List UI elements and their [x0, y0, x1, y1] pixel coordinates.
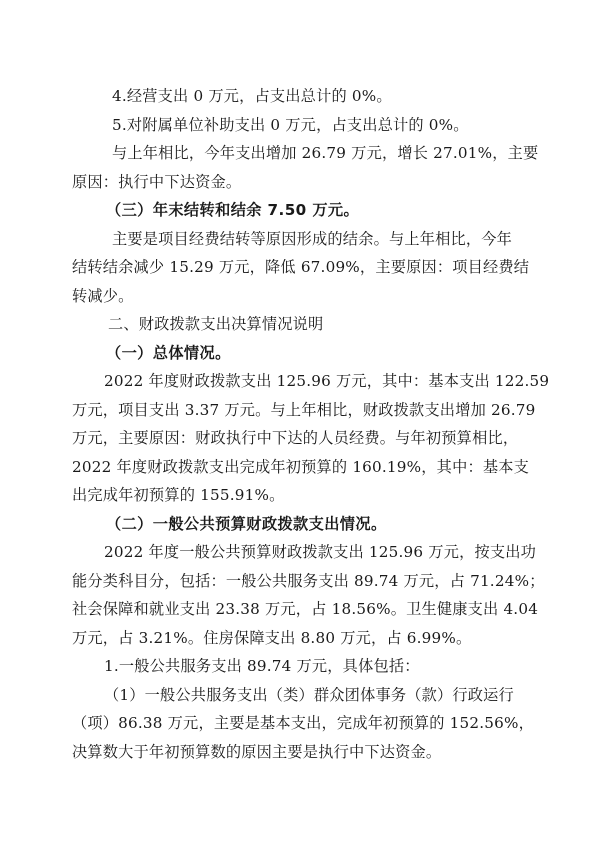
text-line: 与上年相比，今年支出增加 26.79 万元，增长 27.01%，主要: [112, 144, 539, 162]
text-line: 原因：执行中下达资金。: [72, 173, 242, 191]
text-line: （项）86.38 万元，主要是基本支出，完成年初预算的 152.56%，: [72, 714, 535, 732]
text-line: 主要是项目经费结转等原因形成的结余。与上年相比，今年: [112, 230, 513, 248]
text-line: 社会保障和就业支出 23.38 万元，占 18.56%。卫生健康支出 4.04: [72, 600, 539, 618]
text-line: 4.经营支出 0 万元，占支出总计的 0%。: [112, 87, 392, 105]
section-heading: （二）一般公共预算财政拨款支出情况。: [106, 515, 387, 533]
text-line: 2022 年度财政拨款支出 125.96 万元，其中：基本支出 122.59: [104, 372, 550, 390]
text-line: （1）一般公共服务支出（类）群众团体事务（款）行政运行: [104, 686, 514, 704]
text-line: 1.一般公共服务支出 89.74 万元，具体包括：: [104, 657, 420, 675]
section-heading: （三）年末结转和结余 7.50 万元。: [106, 201, 360, 219]
text-line: 2022 年度财政拨款支出完成年初预算的 160.19%，其中：基本支: [72, 458, 530, 476]
text-line: 能分类科目分，包括：一般公共服务支出 89.74 万元，占 71.24%；: [72, 572, 545, 590]
text-line: 5.对附属单位补助支出 0 万元，占支出总计的 0%。: [112, 116, 469, 134]
text-line: 决算数大于年初预算数的原因主要是执行中下达资金。: [72, 743, 442, 761]
text-line: 万元，项目支出 3.37 万元。与上年相比，财政拨款支出增加 26.79: [72, 401, 536, 419]
text-line: 2022 年度一般公共预算财政拨款支出 125.96 万元，按支出功: [104, 543, 537, 561]
text-line: 万元，占 3.21%。住房保障支出 8.80 万元，占 6.99%。: [72, 629, 472, 647]
text-line: 出完成年初预算的 155.91%。: [72, 486, 285, 504]
chapter-heading: 二、财政拨款支出决算情况说明: [108, 315, 324, 333]
text-line: 转减少。: [72, 287, 134, 305]
section-heading: （一）总体情况。: [106, 344, 231, 362]
text-line: 万元，主要原因：财政执行中下达的人员经费。与年初预算相比，: [72, 429, 519, 447]
text-line: 结转结余减少 15.29 万元，降低 67.09%，主要原因：项目经费结: [72, 258, 530, 276]
